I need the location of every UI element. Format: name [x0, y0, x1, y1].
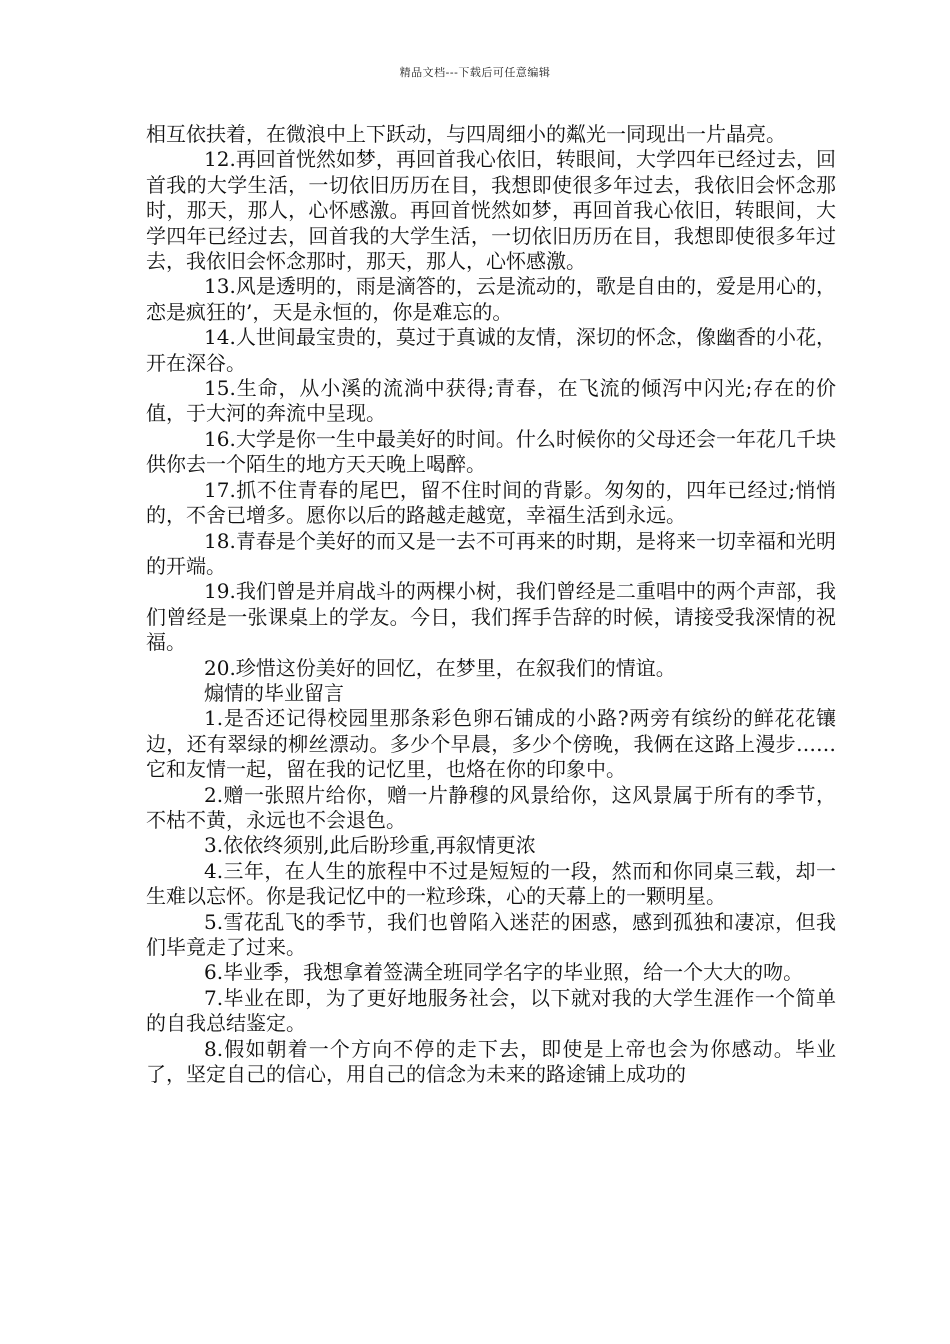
paragraph: 8.假如朝着一个方向不停的走下去，即使是上帝也会为你感动。毕业了，坚定自己的信心，用自己的信念为未来的路途铺上成功的: [146, 1036, 836, 1087]
paragraph: 14.人世间最宝贵的，莫过于真诚的友情，深切的怀念，像幽香的小花，开在深谷。: [146, 325, 836, 375]
section-heading: 煽情的毕业留言: [204, 680, 344, 705]
document-body: [146, 122, 836, 1087]
paragraph: 15.生命，从小溪的流淌中获得;青春，在飞流的倾泻中闪光;存在的价值，于大河的奔流中呈现。: [146, 376, 836, 426]
paragraph: 3.依依终须别,此后盼珍重,再叙情更浓: [204, 833, 536, 858]
paragraph: 2.赠一张照片给你，赠一片静穆的风景给你，这风景属于所有的季节，不枯不黄，永远也不会退色。: [146, 782, 836, 832]
paragraph: 19.我们曾是并肩战斗的两棵小树，我们曾经是二重唱中的两个声部，我们曾经是一张课桌上的学友。今日，我们挥手告辞的时候，请接受我深情的祝福。: [146, 579, 836, 655]
paragraph: 20.珍惜这份美好的回忆，在梦里，在叙我们的情谊。: [204, 655, 676, 680]
paragraph: 17.抓不住青春的尾巴，留不住时间的背影。匆匆的，四年已经过;悄悄的，不舍已增多。愿你以后的路越走越宽，幸福生活到永远。: [146, 477, 836, 528]
paragraph: 7.毕业在即，为了更好地服务社会，以下就对我的大学生涯作一个简单的自我总结鉴定。: [146, 985, 836, 1036]
paragraph: 1.是否还记得校园里那条彩色卵石铺成的小路?两旁有缤纷的鲜花花镶边，还有翠绿的柳丝漂动。多少个早晨，多少个傍晚，我俩在这路上漫步……它和友情一起，留在我的记忆里，也烙在你的印象中。: [146, 706, 836, 782]
paragraph: 4.三年，在人生的旅程中不过是短短的一段，然而和你同桌三载，却一生难以忘怀。你是我记忆中的一粒珍珠，心的天幕上的一颗明星。: [146, 858, 836, 909]
paragraph: 5.雪花乱飞的季节，我们也曾陷入迷茫的困惑，感到孤独和凄凉，但我们毕竟走了过来。: [146, 909, 836, 959]
paragraph: 16.大学是你一生中最美好的时间。什么时候你的父母还会一年花几千块供你去一个陌生的地方天天晚上喝醉。: [146, 426, 836, 477]
paragraph: 6.毕业季，我想拿着签满全班同学名字的毕业照，给一个大大的吻。: [204, 960, 804, 985]
page-header: 精品文档---下载后可任意编辑: [399, 66, 551, 79]
paragraph: 13.风是透明的，雨是滴答的，云是流动的，歌是自由的，爱是用心的，恋是疯狂的’，天是永恒的，你是难忘的。: [146, 274, 836, 324]
paragraph: 12.再回首恍然如梦，再回首我心依旧，转眼间，大学四年已经过去，回首我的大学生活，一切依旧历历在目，我想即使很多年过去，我依旧会怀念那时，那天，那人，心怀感激。再回首恍然如梦，再回首我心依旧，转眼间，大学四年已经过去，回首我的大学生活，一切依旧历历在目，我想即使很多年过去，我依旧会怀念那时，那天，那人，心怀感激。: [146, 147, 836, 274]
paragraph: 相互依扶着，在微浪中上下跃动，与四周细小的粼光一同现出一片晶亮。: [146, 122, 786, 146]
paragraph: 18.青春是个美好的而又是一去不可再来的时期，是将来一切幸福和光明的开端。: [146, 528, 836, 578]
